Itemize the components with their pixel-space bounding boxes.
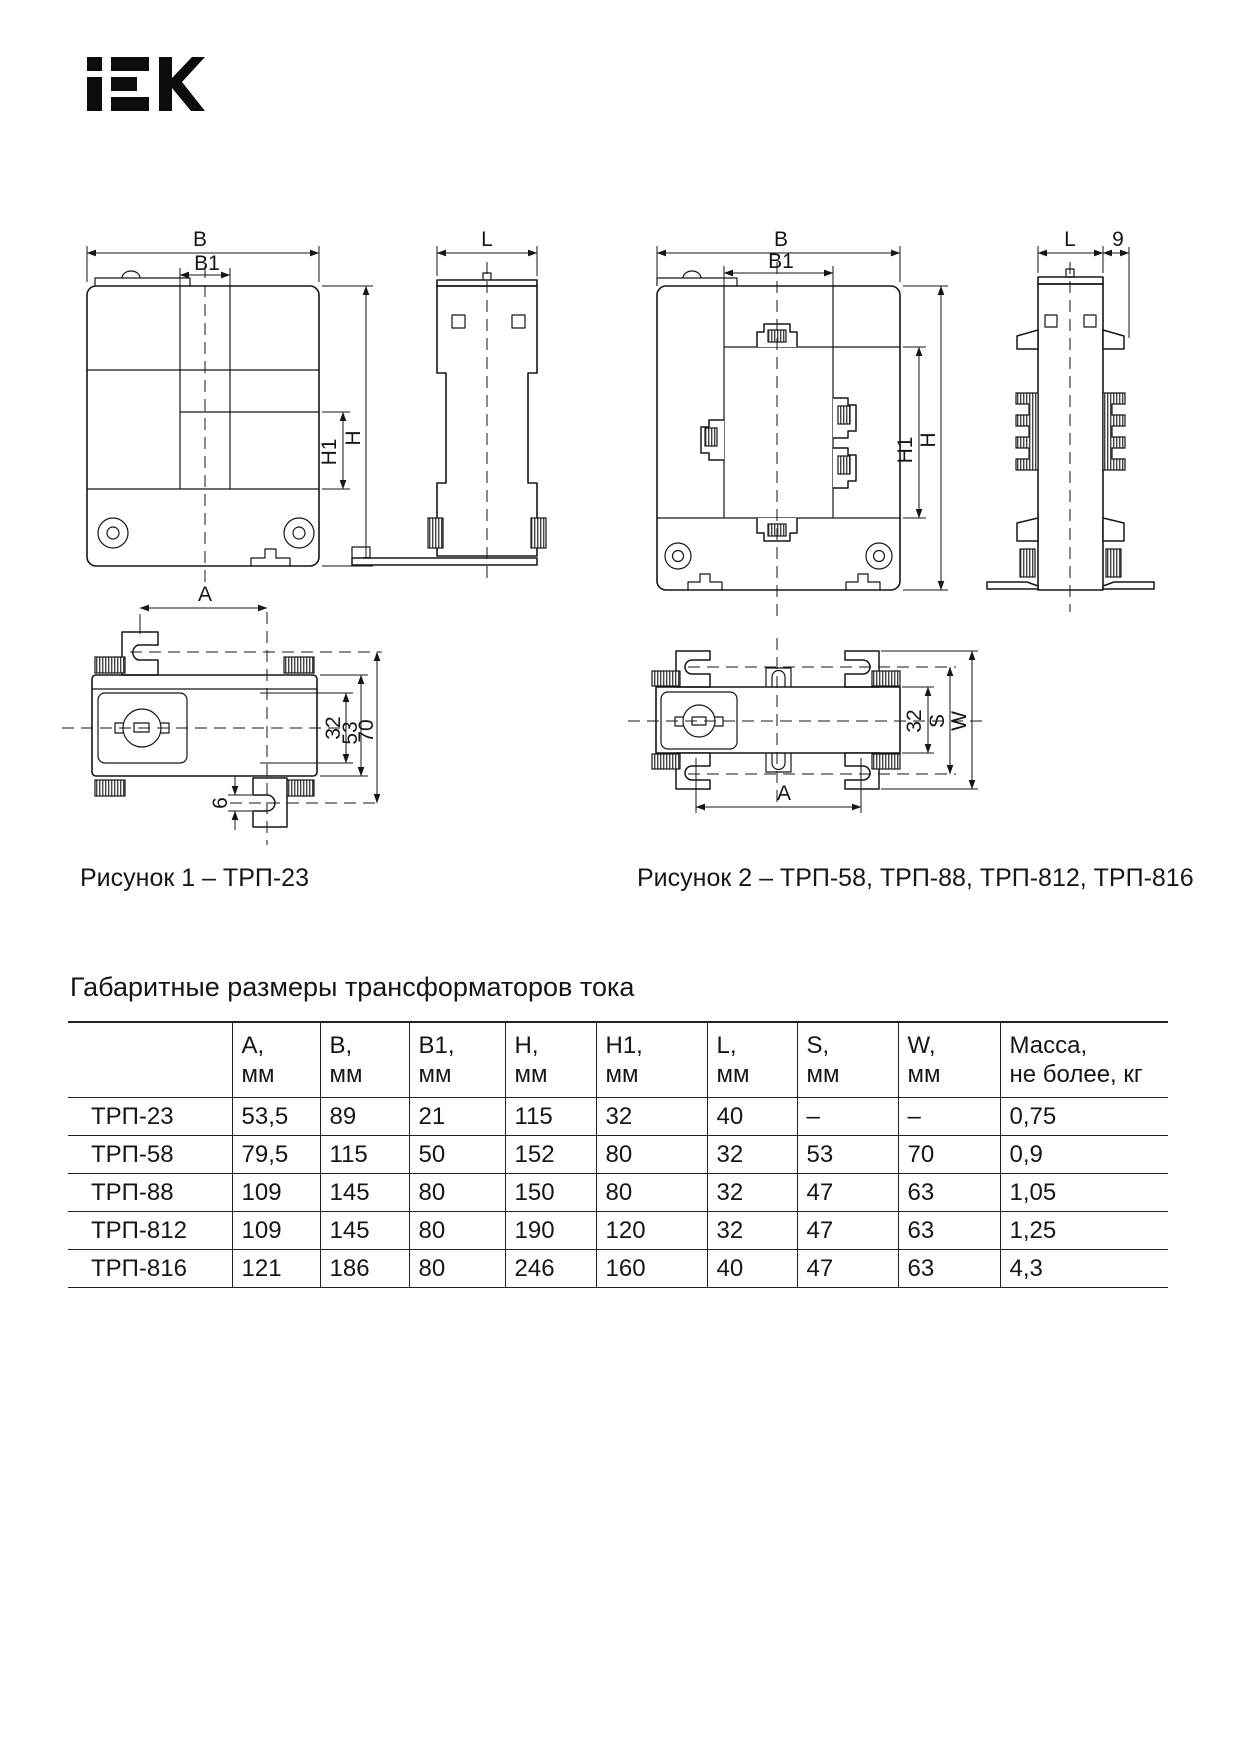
col-header-B1: B1, мм	[409, 1022, 505, 1098]
terminal-screw	[531, 518, 546, 548]
dim-label: B	[192, 228, 208, 251]
fig2-front-view	[657, 228, 948, 622]
cell: 145	[320, 1174, 409, 1212]
header-row	[68, 1022, 1168, 1098]
cell: 190	[505, 1212, 596, 1250]
cell: 152	[505, 1136, 596, 1174]
cell: 79,5	[232, 1136, 320, 1174]
mount-hole	[98, 518, 128, 548]
dim-label: H1	[318, 438, 341, 466]
cell: 47	[797, 1250, 898, 1288]
row-label: ТРП-816	[91, 1254, 187, 1282]
figure2-caption: Рисунок 2 – ТРП-58, ТРП-88, ТРП-812, ТРП-816	[637, 864, 1194, 892]
col-header-A: A, мм	[232, 1022, 320, 1098]
mount-hole	[866, 543, 892, 569]
logo-i-body	[87, 77, 102, 111]
logo-e-mid	[111, 77, 137, 91]
cell: 32	[596, 1098, 707, 1136]
dim-label: B1	[768, 250, 794, 273]
dim-label: H1	[894, 436, 917, 464]
dimensions-table	[68, 1021, 1168, 1288]
dim-label: W	[948, 711, 971, 731]
fig1-front-view	[87, 228, 373, 586]
terminal-screw	[1106, 549, 1121, 577]
dim-label: 9	[1112, 228, 1124, 251]
fig2-dim-B1	[724, 250, 833, 286]
fig1-bottom-view	[62, 583, 382, 845]
terminal-screw	[95, 780, 125, 796]
figure1-caption: Рисунок 1 – ТРП-23	[80, 864, 309, 892]
din-hook	[676, 651, 710, 687]
cell: 80	[409, 1250, 505, 1288]
row-label: ТРП-23	[91, 1102, 174, 1130]
fig2-side-view	[987, 228, 1154, 612]
terminal-screw	[872, 671, 900, 686]
flange	[1017, 518, 1038, 541]
flange	[1017, 330, 1038, 349]
cell: 89	[320, 1098, 409, 1136]
col-header-B: B, мм	[320, 1022, 409, 1098]
fig1-dim-A	[140, 583, 267, 634]
logo-e-top	[111, 57, 149, 71]
logo-i-dot	[87, 57, 102, 71]
dim-label: 32	[322, 716, 345, 740]
mount-tab	[688, 574, 722, 590]
cell: 4,3	[1000, 1250, 1168, 1288]
table-row	[68, 1174, 1168, 1212]
din-clip-plate	[95, 278, 190, 286]
mount-hole	[284, 518, 314, 548]
cell: 0,75	[1000, 1098, 1168, 1136]
fig2-dim-A	[696, 758, 861, 813]
din-hook	[676, 753, 710, 789]
col-header-empty	[68, 1022, 232, 1098]
col-header-H1: H1, мм	[596, 1022, 707, 1098]
table-title: Габаритные размеры трансформаторов тока	[70, 972, 635, 1002]
col-header-W: W, мм	[898, 1022, 1000, 1098]
dim-label: 6	[209, 797, 232, 809]
dim-label: H	[917, 432, 940, 448]
fig2-dim-S	[926, 667, 950, 774]
col-header-H: H, мм	[505, 1022, 596, 1098]
dim-label: 32	[903, 709, 926, 733]
cell: 120	[596, 1212, 707, 1250]
cell: –	[797, 1098, 898, 1136]
mount-hole	[665, 543, 691, 569]
dim-label: B1	[194, 252, 220, 275]
cell: 150	[505, 1174, 596, 1212]
flange	[1103, 518, 1124, 541]
cell: 70	[898, 1136, 1000, 1174]
dim-label: 53	[339, 721, 362, 745]
cell: 47	[797, 1174, 898, 1212]
cell: 115	[320, 1136, 409, 1174]
terminal-screw	[95, 657, 125, 673]
din-clip-plate	[657, 278, 737, 286]
row-label: ТРП-88	[91, 1178, 174, 1206]
base-plate	[352, 558, 537, 565]
dim-label: L	[1064, 228, 1076, 251]
cell: 47	[797, 1212, 898, 1250]
cell: 40	[707, 1098, 797, 1136]
fig1-side-view	[352, 228, 546, 582]
col-header-L: L, мм	[707, 1022, 797, 1098]
cell: 53,5	[232, 1098, 320, 1136]
dim-label: A	[197, 583, 213, 606]
dim-label: S	[926, 713, 949, 729]
cell: 1,25	[1000, 1212, 1168, 1250]
cell: 32	[707, 1136, 797, 1174]
cell: 80	[596, 1174, 707, 1212]
cell: 109	[232, 1174, 320, 1212]
logo-e-bottom	[111, 97, 149, 111]
terminal-screw	[428, 518, 443, 548]
cell: 1,05	[1000, 1174, 1168, 1212]
drawings	[0, 195, 1238, 855]
base-wing	[987, 582, 1038, 589]
cooling-fins	[1103, 393, 1125, 470]
row-label: ТРП-812	[91, 1216, 187, 1244]
terminal-screw	[872, 754, 900, 769]
col-header-mass: Масса, не более, кг	[1000, 1022, 1168, 1098]
col-header-S: S, мм	[797, 1022, 898, 1098]
cell: 32	[707, 1212, 797, 1250]
cell: 40	[707, 1250, 797, 1288]
cell: –	[898, 1098, 1000, 1136]
terminal-screw	[284, 657, 314, 673]
dim-label: L	[481, 228, 493, 251]
cell: 80	[409, 1174, 505, 1212]
base-wing	[1103, 582, 1154, 589]
cell: 53	[797, 1136, 898, 1174]
terminal-screw	[652, 671, 680, 686]
cell: 32	[707, 1174, 797, 1212]
cell: 21	[409, 1098, 505, 1136]
fig1-dim-H1	[318, 412, 350, 489]
table-row	[68, 1136, 1168, 1174]
fig2-dim-9	[1103, 228, 1129, 338]
cell: 0,9	[1000, 1136, 1168, 1174]
cell: 50	[409, 1136, 505, 1174]
cell: 80	[596, 1136, 707, 1174]
mount-tab	[846, 574, 880, 590]
fig2-bottom-view	[628, 638, 988, 813]
dim-label: 70	[355, 719, 378, 743]
cell: 109	[232, 1212, 320, 1250]
u-bracket	[766, 668, 791, 687]
terminal-screw	[284, 780, 314, 796]
terminal-screw	[1020, 549, 1035, 577]
terminal-screw	[652, 754, 680, 769]
dim-label: H	[342, 430, 365, 446]
cell: 145	[320, 1212, 409, 1250]
cell: 160	[596, 1250, 707, 1288]
table-row	[68, 1098, 1168, 1136]
cooling-fins	[1016, 393, 1038, 470]
fig1-dim-H	[322, 286, 373, 566]
iek-logo	[87, 57, 205, 112]
cell: 63	[898, 1250, 1000, 1288]
dim-label: B	[773, 228, 789, 251]
cell: 246	[505, 1250, 596, 1288]
cell: 63	[898, 1174, 1000, 1212]
fig1-dim-B1	[180, 252, 230, 286]
dim-label: A	[776, 782, 792, 805]
mount-tab	[251, 549, 290, 566]
cell: 80	[409, 1212, 505, 1250]
logo-k	[159, 57, 205, 111]
table-row	[68, 1250, 1168, 1288]
flange	[1103, 330, 1124, 349]
cell: 115	[505, 1098, 596, 1136]
din-hook	[122, 632, 158, 675]
u-bracket	[766, 753, 791, 772]
table-row	[68, 1212, 1168, 1250]
row-label: ТРП-58	[91, 1140, 174, 1168]
cell: 121	[232, 1250, 320, 1288]
cell: 186	[320, 1250, 409, 1288]
fig1-dim-6	[209, 776, 252, 830]
cell: 63	[898, 1212, 1000, 1250]
